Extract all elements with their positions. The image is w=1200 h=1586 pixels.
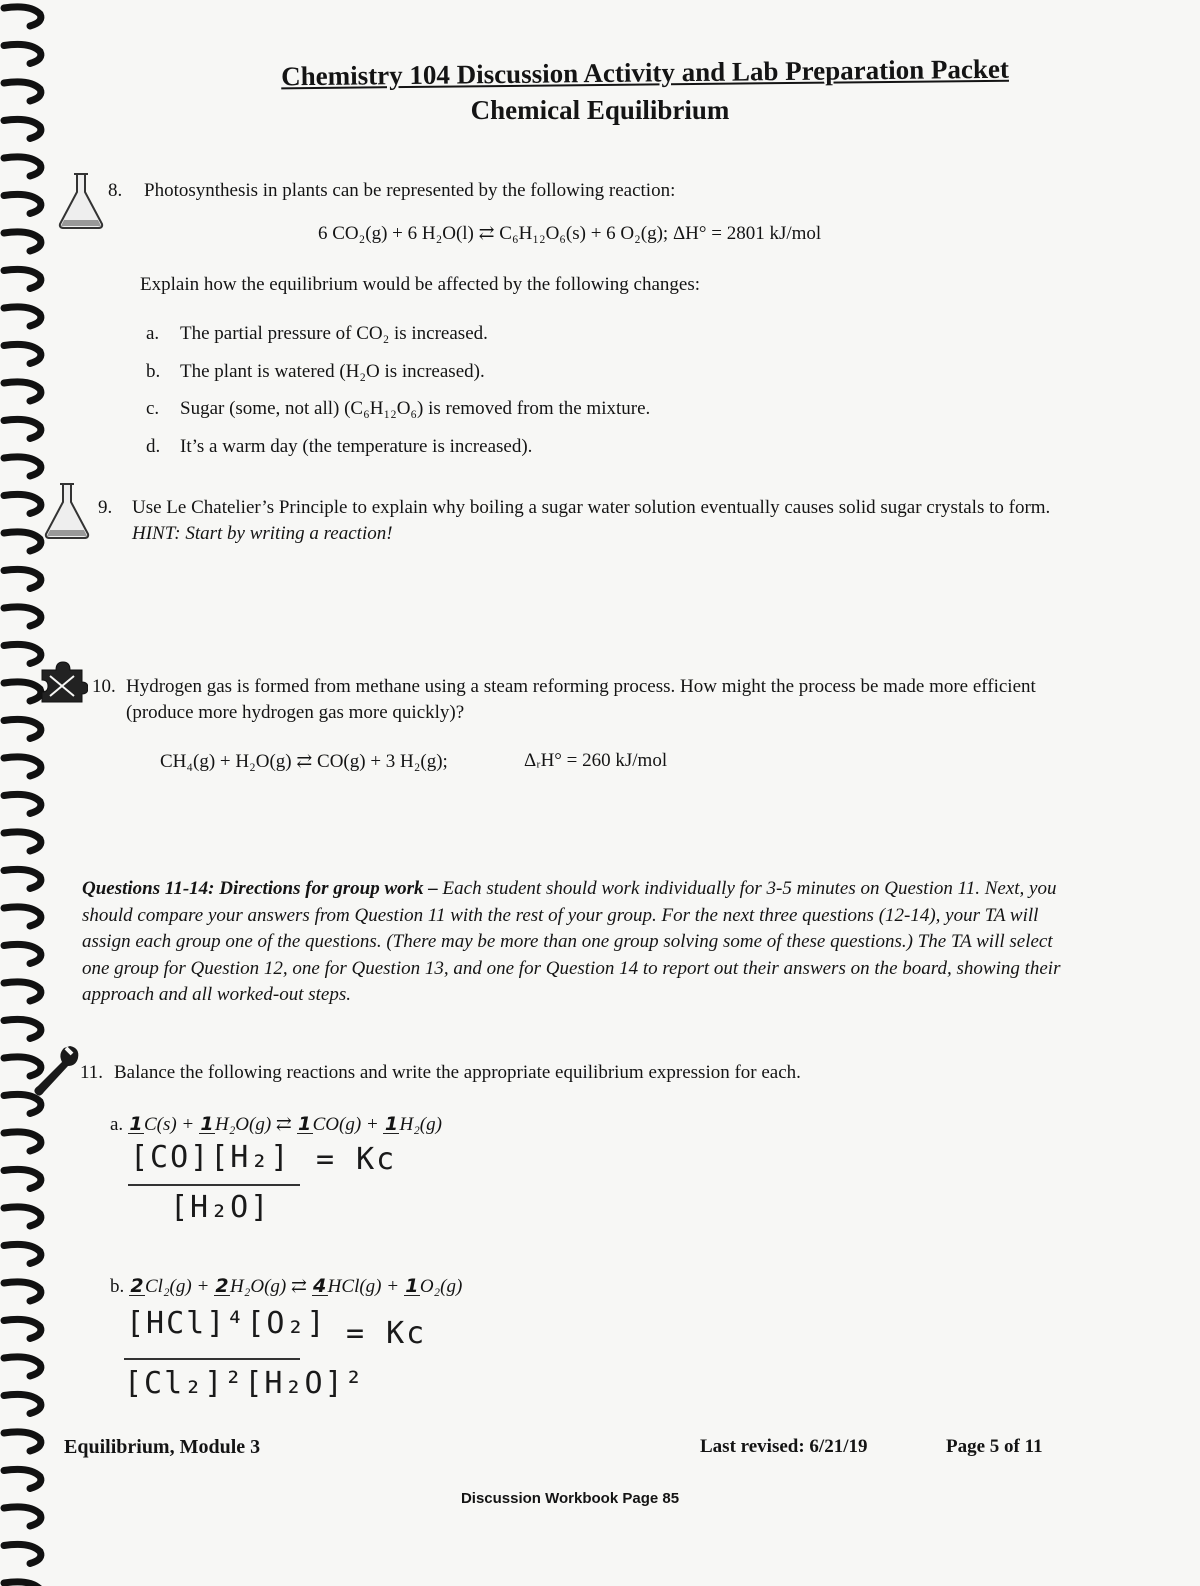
spiral-coil bbox=[4, 869, 41, 888]
question-8-text: Photosynthesis in plants can be represented by the following reaction: bbox=[144, 180, 676, 201]
fraction-bar bbox=[124, 1358, 300, 1360]
coefficient-blank[interactable]: 1 bbox=[405, 1275, 419, 1297]
footer-revised: Last revised: 6/21/19 bbox=[700, 1436, 868, 1457]
spiral-binding bbox=[0, 0, 70, 1586]
coefficient-blank[interactable]: 1 bbox=[384, 1113, 399, 1135]
item-text: The partial pressure of CO₂ is increased. bbox=[180, 323, 488, 344]
coefficient-blank[interactable]: 2 bbox=[215, 1275, 229, 1297]
photosynthesis-equation: 6 CO₂(g) + 6 H₂O(l) ⇄ C₆H₁₂O₆(s) + 6 O₂(g); ΔH° = 2801 kJ/mol bbox=[318, 223, 822, 244]
group-directions bbox=[82, 876, 1072, 1009]
species: HCl(g) + bbox=[327, 1276, 400, 1297]
item-text: It’s a warm day (the temperature is increased). bbox=[180, 436, 533, 457]
species: H₂(g) bbox=[399, 1114, 442, 1135]
spiral-coil bbox=[4, 344, 41, 363]
question-9-text: Use Le Chatelier’s Principle to explain why boiling a sugar water solution eventually causes solid sugar crystals to form. bbox=[132, 497, 1051, 518]
item-letter: a. bbox=[110, 1114, 124, 1135]
question-9 bbox=[132, 495, 1072, 547]
coefficient-blank[interactable]: 1 bbox=[129, 1113, 143, 1135]
question-8 bbox=[108, 178, 122, 204]
species: CO(g) + bbox=[312, 1114, 379, 1135]
spiral-coil bbox=[4, 1432, 41, 1451]
question-10-text: Hydrogen gas is formed from methane using a steam reforming process. How might the process be made more efficient (produce more hydrogen gas more quickly)? bbox=[126, 676, 1036, 723]
flask-icon bbox=[42, 480, 92, 540]
kc-numerator-11a: [CO][H₂] bbox=[130, 1140, 291, 1175]
directions-text: Each student should work individually for 3-5 minutes on Question 11. Next, you should compare your answers from Question 11 with the rest of your group. For the next three questions (12-14), your TA will assign each group one of the questions. (There may be more than one group solving some of these questions.) The TA will select one group for Question 12, one for Question 13, and one for Question 14 to report out their answers on the board, showing their approach and all worked-out steps. bbox=[82, 878, 1061, 1005]
steam-reforming-equation: CH₄(g) + H₂O(g) ⇄ CO(g) + 3 H₂(g); bbox=[160, 751, 448, 772]
directions-heading: Questions 11-14: Directions for group work – bbox=[82, 878, 438, 899]
spiral-coil bbox=[4, 1544, 41, 1563]
question-number: 8. bbox=[108, 180, 123, 201]
kc-label-11b: = Kc bbox=[346, 1316, 427, 1351]
coefficient-blank[interactable]: 1 bbox=[200, 1113, 214, 1135]
list-item bbox=[146, 434, 532, 460]
item-text: Sugar (some, not all) (C₆H₁₂O₆) is removed from the mixture. bbox=[180, 398, 651, 419]
list-item bbox=[146, 321, 488, 347]
spiral-coil bbox=[4, 419, 41, 438]
kc-denominator-11b: [Cl₂]²[H₂O]² bbox=[124, 1366, 365, 1401]
reaction-11b bbox=[110, 1274, 462, 1300]
question-11-number: 11. bbox=[80, 1062, 104, 1083]
species: Cl₂(g) + bbox=[145, 1276, 210, 1297]
spiral-coil bbox=[4, 832, 41, 851]
spiral-coil bbox=[4, 944, 41, 963]
kc-numerator-11b: [HCl]⁴[O₂] bbox=[126, 1306, 327, 1341]
item-letter: b. bbox=[110, 1276, 125, 1297]
reaction-11a bbox=[110, 1112, 442, 1138]
spiral-coil bbox=[4, 1169, 41, 1188]
fraction-bar bbox=[128, 1184, 300, 1186]
item-letter: c. bbox=[146, 398, 160, 419]
coefficient-blank[interactable]: 2 bbox=[130, 1275, 144, 1297]
coefficient-blank[interactable]: 1 bbox=[297, 1113, 312, 1135]
spiral-coil bbox=[4, 457, 41, 476]
page-subtitle: Chemical Equilibrium bbox=[470, 95, 730, 125]
coefficient-blank[interactable]: 4 bbox=[313, 1275, 327, 1297]
species: H₂O(g) ⇄ bbox=[230, 1276, 307, 1297]
footer-workbook-page: Discussion Workbook Page 85 bbox=[460, 1490, 680, 1507]
spiral-coil bbox=[4, 1132, 41, 1151]
spiral-coil bbox=[4, 907, 41, 926]
spiral-coil bbox=[4, 157, 41, 176]
spiral-coil bbox=[4, 1582, 41, 1586]
spiral-coil bbox=[4, 1394, 41, 1413]
spiral-coil bbox=[4, 719, 41, 738]
spiral-coil bbox=[4, 607, 41, 626]
spiral-coil bbox=[4, 44, 41, 63]
spiral-coil bbox=[4, 1019, 41, 1038]
item-letter: a. bbox=[146, 323, 160, 344]
steam-reforming-enthalpy: ΔᵣH° = 260 kJ/mol bbox=[524, 750, 668, 771]
spiral-coil bbox=[4, 1319, 41, 1338]
spiral-coil bbox=[4, 307, 41, 326]
kc-label-11a: = Kc bbox=[316, 1142, 397, 1177]
kc-denominator-11a: [H₂O] bbox=[170, 1190, 271, 1225]
spiral-coil bbox=[4, 494, 41, 513]
spiral-coil bbox=[4, 382, 41, 401]
spiral-coil bbox=[4, 569, 41, 588]
footer-page-number: Page 5 of 11 bbox=[946, 1436, 1043, 1457]
question-9-hint: HINT: Start by writing a reaction! bbox=[132, 523, 393, 544]
item-letter: b. bbox=[146, 361, 161, 382]
spiral-coil bbox=[4, 982, 41, 1001]
question-8-prompt: Explain how the equilibrium would be affected by the following changes: bbox=[140, 274, 701, 295]
list-item bbox=[146, 396, 650, 422]
question-10-number: 10. bbox=[92, 676, 116, 697]
spiral-coil bbox=[4, 7, 41, 26]
puzzle-icon bbox=[36, 656, 88, 706]
item-text: The plant is watered (H₂O is increased). bbox=[180, 361, 485, 382]
flask-icon bbox=[56, 170, 106, 230]
spiral-coil bbox=[4, 1244, 41, 1263]
question-9-number: 9. bbox=[98, 497, 113, 518]
spiral-coil bbox=[4, 757, 41, 776]
wrench-icon bbox=[30, 1042, 82, 1102]
footer-module: Equilibrium, Module 3 bbox=[64, 1436, 261, 1458]
spiral-coil bbox=[4, 1469, 41, 1488]
spiral-coil bbox=[4, 1282, 41, 1301]
species: C(s) + bbox=[143, 1114, 195, 1135]
spiral-coil bbox=[4, 1507, 41, 1526]
spiral-coil bbox=[4, 532, 41, 551]
spiral-coil bbox=[4, 269, 41, 288]
spiral-coil bbox=[4, 1357, 41, 1376]
page-title: Chemistry 104 Discussion Activity and Lab Preparation Packet bbox=[280, 53, 1010, 92]
question-11-text: Balance the following reactions and write the appropriate equilibrium expression for each. bbox=[114, 1062, 801, 1083]
list-item bbox=[146, 359, 485, 385]
item-letter: d. bbox=[146, 436, 161, 457]
spiral-coil bbox=[4, 1207, 41, 1226]
species: O₂(g) bbox=[419, 1276, 463, 1297]
spiral-coil bbox=[4, 194, 41, 213]
species: H₂O(g) ⇄ bbox=[214, 1114, 292, 1135]
spiral-coil bbox=[4, 794, 41, 813]
spiral-coil bbox=[4, 232, 41, 251]
